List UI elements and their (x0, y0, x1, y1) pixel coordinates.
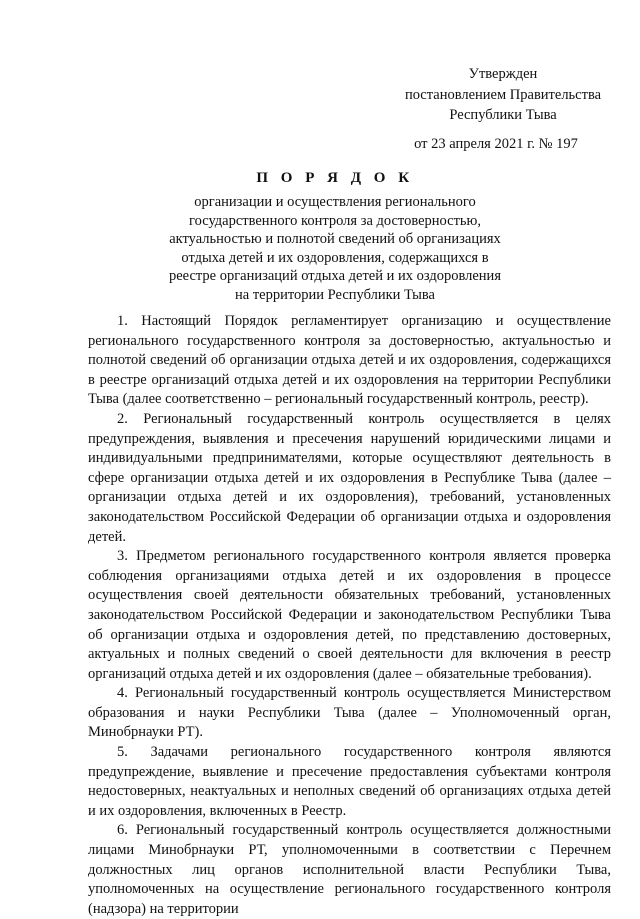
paragraph-4: 4. Региональный государственный контроль осуществляется Министерством образования и науки Республики Тыва (далее – Уполномоченный орган, Минобрнауки РТ). (88, 685, 611, 741)
approval-line: Утвержден (468, 66, 538, 82)
document-heading (150, 170, 520, 305)
approval-date: от 23 апреля 2021 г. № 197 (414, 135, 578, 152)
document-body (88, 312, 611, 919)
paragraph-3: 3. Предметом регионального государственного контроля является проверка соблюдения организациями отдыха детей и их оздоровления в процессе осуществления своей деятельности обязательных требований, установленных законодательством Российской Федерации и законодательством Республики Тыва об организации отдыха и оздоровления детей, по представлению достоверных, актуальных и полных сведений о своей деятельности для включения в реестр организаций отдыха детей и их оздоровления (далее – обязательные требования). (88, 548, 611, 682)
subtitle-line: отдыха детей и их оздоровления, содержащихся в (181, 249, 489, 266)
subtitle-line: организации и осуществления регионального (194, 194, 476, 210)
approval-stamp (388, 64, 618, 154)
subtitle-line: реестре организаций отдыха детей и их оздоровления (168, 268, 501, 285)
approval-line: Республики Тыва (449, 107, 557, 123)
document-title: П О Р Я Д О К (256, 170, 414, 186)
paragraph-1: 1. Настоящий Порядок регламентирует организацию и осуществление регионального государственного контроля за достоверностью, актуальностью и полнотой сведений об организации отдыха детей и их оздоровления, содержащихся в реестре организаций отдыха детей и их оздоровления на территории Республики Тыва (далее соответственно – региональный государственный контроль, реестр). (88, 313, 611, 408)
subtitle-line: на территории Республики Тыва (235, 286, 435, 303)
approval-line: постановлением Правительства (404, 86, 602, 103)
paragraph-6: 6. Региональный государственный контроль осуществляется должностными лицами Минобрнауки РТ, уполномоченными в соответствии с Перечнем должностных лиц органов исполнительной власти Республики Тыва, уполномоченных на осуществление регионального государственного контроля (надзора) на территории (88, 822, 611, 917)
subtitle-line: актуальностью и полнотой сведений об организациях (169, 231, 501, 248)
subtitle-line: государственного контроля за достоверностью, (189, 212, 481, 229)
paragraph-5: 5. Задачами регионального государственного контроля являются предупреждение, выявление и пресечение предоставления субъектами контроля недостоверных, неактуальных и неполных сведений об организациях отдыха детей и их оздоровления, включенных в Реестр. (88, 744, 611, 819)
paragraph-2: 2. Региональный государственный контроль осуществляется в целях предупреждения, выявления и пресечения нарушений юридическими лицами и индивидуальными предпринимателями, которые осуществляют деятельность в сфере организации отдыха детей и их оздоровления в Республике Тыва (далее – организации отдыха детей и их оздоровления), требований, установленных законодательством Российской Федерации об организации отдыха и оздоровления детей. (88, 410, 611, 545)
